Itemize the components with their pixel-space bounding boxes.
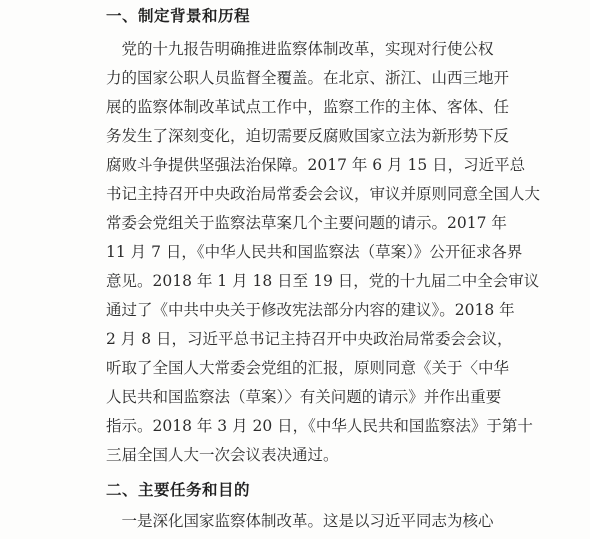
text-line: 人民共和国监察法（草案）〉有关问题的请示》并作出重要 bbox=[106, 388, 502, 406]
text-line: 通过了《中共中央关于修改宪法部分内容的建议》。2018 年 bbox=[106, 301, 515, 319]
text-line: 三届全国人大一次会议表决通过。 bbox=[106, 446, 339, 464]
section-heading-background: 一、制定背景和历程 bbox=[106, 7, 251, 25]
text-line: 书记主持召开中央政治局常委会会议，审议并原则同意全国人大 bbox=[106, 185, 541, 203]
text-line: 指示。2018 年 3 月 20 日，《中华人民共和国监察法》于第十 bbox=[106, 417, 533, 435]
text-line: 力的国家公职人员监督全覆盖。在北京、浙江、山西三地开 bbox=[106, 69, 510, 87]
text-line: 党的十九报告明确推进监察体制改革，实现对行使公权 bbox=[106, 40, 494, 58]
text-line: 展的监察体制改革试点工作中，监察工作的主体、客体、任 bbox=[106, 98, 510, 116]
text-line: 2 月 8 日，习近平总书记主持召开中央政治局常委会会议， bbox=[106, 330, 513, 348]
text-line: 听取了全国人大常委会党组的汇报，原则同意《关于〈中华 bbox=[106, 359, 510, 377]
text-line: 常委会党组关于监察法草案几个主要问题的请示。2017 年 bbox=[106, 214, 507, 232]
section-heading-tasks: 二、主要任务和目的 bbox=[106, 481, 251, 499]
text-line: 腐败斗争提供坚强法治保障。2017 年 6 月 15 日，习近平总 bbox=[106, 156, 526, 174]
text-line: 一是深化国家监察体制改革。这是以习近平同志为核心 bbox=[106, 512, 494, 530]
text-line: 意见。2018 年 1 月 18 日至 19 日，党的十九届二中全会审议 bbox=[106, 272, 540, 290]
text-line: 11 月 7 日，《中华人民共和国监察法（草案）》公开征求各界 bbox=[106, 243, 523, 261]
text-line: 务发生了深刻变化，迫切需要反腐败国家立法为新形势下反 bbox=[106, 127, 510, 145]
